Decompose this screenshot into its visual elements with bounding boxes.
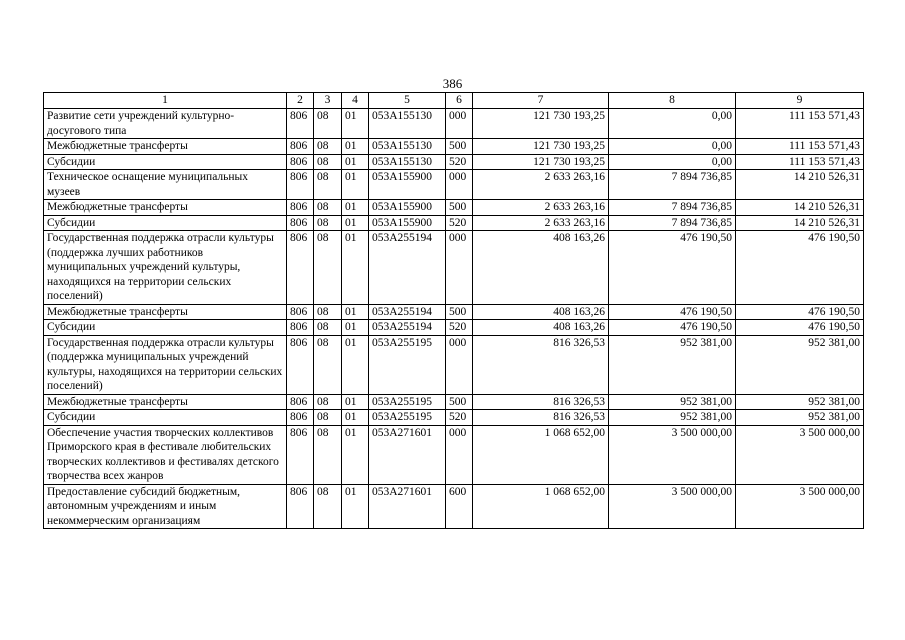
target-article-code: 053А255195 bbox=[369, 335, 446, 394]
target-article-code: 053А155130 bbox=[369, 139, 446, 155]
column-header: 9 bbox=[736, 93, 864, 109]
table-row bbox=[44, 109, 864, 139]
amount-col-9: 476 190,50 bbox=[736, 231, 864, 305]
target-article-code: 053А271601 bbox=[369, 425, 446, 484]
table-row bbox=[44, 154, 864, 170]
amount-col-8: 476 190,50 bbox=[609, 231, 736, 305]
table-row bbox=[44, 231, 864, 305]
expense-type-code: 000 bbox=[446, 425, 473, 484]
subsection-code: 01 bbox=[342, 200, 369, 216]
section-code: 08 bbox=[314, 200, 342, 216]
table-row bbox=[44, 320, 864, 336]
target-article-code: 053А155900 bbox=[369, 215, 446, 231]
admin-code: 806 bbox=[287, 231, 314, 305]
amount-col-8: 7 894 736,85 bbox=[609, 215, 736, 231]
item-name: Государственная поддержка отрасли культуры (поддержка муниципальных учреждений культуры, находящихся на территории сельских поселений) bbox=[44, 335, 287, 394]
amount-col-7: 816 326,53 bbox=[473, 410, 609, 426]
subsection-code: 01 bbox=[342, 109, 369, 139]
amount-col-8: 3 500 000,00 bbox=[609, 484, 736, 529]
expense-type-code: 600 bbox=[446, 484, 473, 529]
expense-type-code: 520 bbox=[446, 215, 473, 231]
target-article-code: 053А271601 bbox=[369, 484, 446, 529]
expense-type-code: 520 bbox=[446, 410, 473, 426]
column-header: 4 bbox=[342, 93, 369, 109]
section-code: 08 bbox=[314, 425, 342, 484]
admin-code: 806 bbox=[287, 335, 314, 394]
amount-col-8: 476 190,50 bbox=[609, 320, 736, 336]
table-row bbox=[44, 139, 864, 155]
section-code: 08 bbox=[314, 335, 342, 394]
target-article-code: 053А155130 bbox=[369, 109, 446, 139]
item-name: Субсидии bbox=[44, 215, 287, 231]
table-row bbox=[44, 335, 864, 394]
table-row bbox=[44, 304, 864, 320]
admin-code: 806 bbox=[287, 154, 314, 170]
admin-code: 806 bbox=[287, 170, 314, 200]
subsection-code: 01 bbox=[342, 215, 369, 231]
amount-col-8: 0,00 bbox=[609, 154, 736, 170]
amount-col-7: 1 068 652,00 bbox=[473, 425, 609, 484]
expense-type-code: 500 bbox=[446, 394, 473, 410]
amount-col-8: 952 381,00 bbox=[609, 335, 736, 394]
table-row bbox=[44, 484, 864, 529]
subsection-code: 01 bbox=[342, 139, 369, 155]
item-name: Субсидии bbox=[44, 410, 287, 426]
column-header: 5 bbox=[369, 93, 446, 109]
expense-type-code: 500 bbox=[446, 139, 473, 155]
amount-col-7: 2 633 263,16 bbox=[473, 170, 609, 200]
amount-col-9: 952 381,00 bbox=[736, 335, 864, 394]
admin-code: 806 bbox=[287, 215, 314, 231]
admin-code: 806 bbox=[287, 304, 314, 320]
expense-type-code: 520 bbox=[446, 320, 473, 336]
item-name: Предоставление субсидий бюджетным, автономным учреждениям и иным некоммерческим организациям bbox=[44, 484, 287, 529]
amount-col-8: 0,00 bbox=[609, 109, 736, 139]
subsection-code: 01 bbox=[342, 410, 369, 426]
target-article-code: 053А155900 bbox=[369, 200, 446, 216]
amount-col-9: 14 210 526,31 bbox=[736, 170, 864, 200]
expense-type-code: 000 bbox=[446, 170, 473, 200]
target-article-code: 053А255195 bbox=[369, 410, 446, 426]
amount-col-8: 3 500 000,00 bbox=[609, 425, 736, 484]
amount-col-8: 476 190,50 bbox=[609, 304, 736, 320]
admin-code: 806 bbox=[287, 109, 314, 139]
item-name: Техническое оснащение муниципальных музеев bbox=[44, 170, 287, 200]
section-code: 08 bbox=[314, 484, 342, 529]
target-article-code: 053А255194 bbox=[369, 304, 446, 320]
item-name: Межбюджетные трансферты bbox=[44, 139, 287, 155]
budget-table bbox=[43, 92, 864, 529]
admin-code: 806 bbox=[287, 484, 314, 529]
column-header: 8 bbox=[609, 93, 736, 109]
target-article-code: 053А255194 bbox=[369, 231, 446, 305]
target-article-code: 053А155900 bbox=[369, 170, 446, 200]
table-row bbox=[44, 200, 864, 216]
table-row bbox=[44, 425, 864, 484]
amount-col-7: 816 326,53 bbox=[473, 394, 609, 410]
section-code: 08 bbox=[314, 231, 342, 305]
admin-code: 806 bbox=[287, 320, 314, 336]
amount-col-9: 952 381,00 bbox=[736, 394, 864, 410]
expense-type-code: 520 bbox=[446, 154, 473, 170]
subsection-code: 01 bbox=[342, 320, 369, 336]
amount-col-9: 3 500 000,00 bbox=[736, 425, 864, 484]
amount-col-7: 121 730 193,25 bbox=[473, 139, 609, 155]
amount-col-7: 816 326,53 bbox=[473, 335, 609, 394]
item-name: Межбюджетные трансферты bbox=[44, 304, 287, 320]
item-name: Государственная поддержка отрасли культуры (поддержка лучших работников муниципальных учреждений культуры, находящихся на территории сельских поселений) bbox=[44, 231, 287, 305]
subsection-code: 01 bbox=[342, 154, 369, 170]
amount-col-9: 111 153 571,43 bbox=[736, 139, 864, 155]
column-header: 6 bbox=[446, 93, 473, 109]
amount-col-7: 408 163,26 bbox=[473, 320, 609, 336]
item-name: Развитие сети учреждений культурно-досугового типа bbox=[44, 109, 287, 139]
amount-col-9: 111 153 571,43 bbox=[736, 154, 864, 170]
amount-col-7: 408 163,26 bbox=[473, 231, 609, 305]
section-code: 08 bbox=[314, 139, 342, 155]
amount-col-9: 14 210 526,31 bbox=[736, 215, 864, 231]
section-code: 08 bbox=[314, 170, 342, 200]
amount-col-9: 3 500 000,00 bbox=[736, 484, 864, 529]
admin-code: 806 bbox=[287, 200, 314, 216]
item-name: Субсидии bbox=[44, 154, 287, 170]
item-name: Межбюджетные трансферты bbox=[44, 394, 287, 410]
subsection-code: 01 bbox=[342, 394, 369, 410]
amount-col-9: 476 190,50 bbox=[736, 304, 864, 320]
column-header: 7 bbox=[473, 93, 609, 109]
expense-type-code: 000 bbox=[446, 231, 473, 305]
amount-col-7: 2 633 263,16 bbox=[473, 215, 609, 231]
column-header: 1 bbox=[44, 93, 287, 109]
amount-col-8: 952 381,00 bbox=[609, 394, 736, 410]
amount-col-9: 952 381,00 bbox=[736, 410, 864, 426]
amount-col-8: 7 894 736,85 bbox=[609, 170, 736, 200]
section-code: 08 bbox=[314, 394, 342, 410]
subsection-code: 01 bbox=[342, 425, 369, 484]
amount-col-9: 111 153 571,43 bbox=[736, 109, 864, 139]
subsection-code: 01 bbox=[342, 335, 369, 394]
subsection-code: 01 bbox=[342, 304, 369, 320]
section-code: 08 bbox=[314, 215, 342, 231]
admin-code: 806 bbox=[287, 139, 314, 155]
table-row bbox=[44, 410, 864, 426]
amount-col-9: 14 210 526,31 bbox=[736, 200, 864, 216]
column-header: 3 bbox=[314, 93, 342, 109]
admin-code: 806 bbox=[287, 394, 314, 410]
section-code: 08 bbox=[314, 109, 342, 139]
admin-code: 806 bbox=[287, 425, 314, 484]
table-row bbox=[44, 215, 864, 231]
section-code: 08 bbox=[314, 304, 342, 320]
section-code: 08 bbox=[314, 410, 342, 426]
target-article-code: 053А255194 bbox=[369, 320, 446, 336]
amount-col-8: 952 381,00 bbox=[609, 410, 736, 426]
admin-code: 806 bbox=[287, 410, 314, 426]
page-number: 386 bbox=[442, 76, 463, 91]
item-name: Межбюджетные трансферты bbox=[44, 200, 287, 216]
target-article-code: 053А155130 bbox=[369, 154, 446, 170]
column-header: 2 bbox=[287, 93, 314, 109]
subsection-code: 01 bbox=[342, 231, 369, 305]
subsection-code: 01 bbox=[342, 170, 369, 200]
amount-col-7: 1 068 652,00 bbox=[473, 484, 609, 529]
target-article-code: 053А255195 bbox=[369, 394, 446, 410]
subsection-code: 01 bbox=[342, 484, 369, 529]
expense-type-code: 500 bbox=[446, 200, 473, 216]
item-name: Обеспечение участия творческих коллективов Приморского края в фестивале любительских творческих коллективов и фестивалях детского творчества всех жанров bbox=[44, 425, 287, 484]
table-row bbox=[44, 394, 864, 410]
item-name: Субсидии bbox=[44, 320, 287, 336]
amount-col-7: 408 163,26 bbox=[473, 304, 609, 320]
amount-col-8: 0,00 bbox=[609, 139, 736, 155]
section-code: 08 bbox=[314, 320, 342, 336]
amount-col-7: 121 730 193,25 bbox=[473, 154, 609, 170]
table-row bbox=[44, 170, 864, 200]
expense-type-code: 000 bbox=[446, 109, 473, 139]
section-code: 08 bbox=[314, 154, 342, 170]
amount-col-9: 476 190,50 bbox=[736, 320, 864, 336]
expense-type-code: 500 bbox=[446, 304, 473, 320]
amount-col-7: 121 730 193,25 bbox=[473, 109, 609, 139]
amount-col-7: 2 633 263,16 bbox=[473, 200, 609, 216]
amount-col-8: 7 894 736,85 bbox=[609, 200, 736, 216]
table-header-row bbox=[44, 93, 864, 109]
expense-type-code: 000 bbox=[446, 335, 473, 394]
